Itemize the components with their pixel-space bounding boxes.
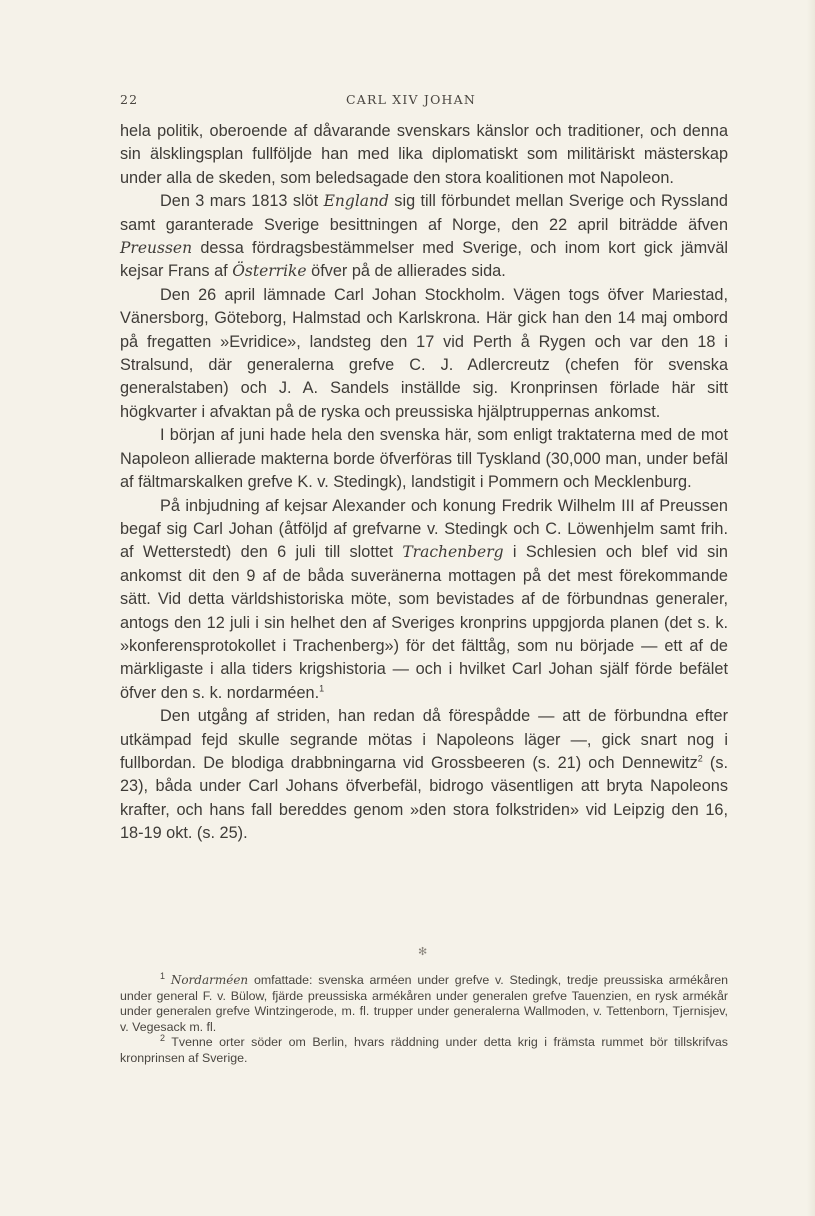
footnote-2-mark: 2 (160, 1033, 166, 1044)
paragraph-2-text-3: dessa fördragsbestämmelser med Sverige, och inom kort gick jämväl kejsar Frans af (120, 239, 728, 281)
paragraph-5-text-1: På inbjudning af kejsar Alexander och konung Fredrik Wilhelm III af Preussen begaf sig Carl Johan (åtföljd af grefvarne v. Stedingk och C. Löwenhjelm samt frih. af Wetterstedt) den 6 juli till slottet (120, 496, 728, 562)
paragraph-2-text-4: öfver på de allierades sida. (306, 262, 506, 281)
paragraph-4: I början af juni hade hela den svenska här, som enligt traktaterna med de mot Napoleon allierade makterna borde öfverföras till Tyskland (30,000 man, under befäl af fältmarskalken grefve K. v. Stedingk), landstigit i Pommern och Mecklenburg. (120, 426, 728, 492)
footnote-1 (120, 970, 728, 1035)
footnote-2-text: Tvenne orter söder om Berlin, hvars räddning under detta krig i främsta rummet bör tillskrifvas kronprinsen af Sverige. (120, 1035, 728, 1065)
paragraph-3: Den 26 april lämnade Carl Johan Stockholm. Vägen togs öfver Mariestad, Vänersborg, Göteborg, Halmstad och Karlskrona. Här gick han den 14 maj ombord på fregatten »Evridice», landsteg den 17 vid Perth å Rygen och var den 18 i Stralsund, där generalerna grefve C. J. Adlercreutz (chefen för svenska generalstaben) och J. A. Sandels inställde sig. Kronprinsen förlade här sitt högkvarter i afvaktan på de ryska och preussiska hjälptruppernas ankomst. (120, 285, 728, 421)
emphasis-preussen: Preussen (120, 239, 193, 258)
footnotes (120, 970, 728, 1067)
paragraph-6-text-1: Den utgång af striden, han redan då förespådde — att de förbundna efter utkämpad fejd skulle segrande mötas i Napoleons läger —, gick snart nog i fullbordan. De blodiga drabbningarna vid Grossbeeren (s. 21) och Dennewitz (120, 707, 728, 772)
footnote-2 (120, 1035, 728, 1066)
footnote-ref-2: 2 (697, 753, 703, 764)
paragraph-6-text-2: (s. 23), båda under Carl Johans öfverbefäl, bidrogo väsentligen att bryta Napoleons krafter, och hans fall bereddes genom »den stora folkstriden» vid Leipzig den 16, 18-19 okt. (s. 25). (120, 753, 729, 843)
paragraph-5-text-2: i Schlesien och blef vid sin ankomst dit den 9 af de båda suveränerna mottagen på det mest förekommande sätt. Vid detta världshistoriska möte, som bevistades af de förbundnas generaler, antogs den 12 juli i sin helhet den af Sveriges kronprins uppgjorda planen (det s. k. »konferensprotokollet i Trachenberg») för det fälttåg, som nu började — ett af de märkligaste i alla tiders krigshistoria — och i hvilket Carl Johan själf förde befälet öfver den s. k. nordarméen. (120, 543, 728, 702)
emphasis-england: England (323, 192, 389, 211)
paragraph-2 (120, 190, 728, 284)
paragraph-1: hela politik, oberoende af dåvarande svenskars känslor och traditioner, och denna sin älsklingsplan fullföljde han med lika diplomatiskt som militäriskt mästerskap under alla de skeden, som beledsagade den stora koalitionen mot Napoleon. (120, 122, 728, 187)
running-header (120, 92, 702, 112)
footnote-ref-1: 1 (319, 683, 325, 694)
paragraph-5 (120, 495, 728, 706)
asterism-divider: ✻ (418, 945, 428, 958)
paragraph-6 (120, 705, 728, 845)
emphasis-trachenberg: Trachenberg (402, 543, 504, 562)
paragraph-2-text-2: sig till förbundet mellan Sverige och Ryssland samt garanterade Sverige besittningen af Norge, den 22 april biträdde äfven (120, 192, 728, 234)
footnote-1-mark: 1 (160, 970, 166, 981)
page-number: 22 (120, 92, 139, 107)
running-title: CARL XIV JOHAN (345, 92, 477, 107)
paragraph-2-text-1: Den 3 mars 1813 slöt (160, 192, 324, 211)
footnote-1-text: omfattade: svenska arméen under grefve v. Stedingk, tredje preussiska armékåren under general F. v. Bülow, fjärde preussiska armékåren under generalen grefve Tauenzien, en rysk armékår under generalen grefve Wintzingerode, m. fl. trupper under generalerna Wallmoden, v. Tettenborn, Tjernisjev, v. Vegesack m. fl. (120, 973, 728, 1034)
page-edge (807, 0, 815, 1216)
body-text (120, 120, 728, 846)
footnote-1-term: Nordarméen (170, 973, 249, 987)
emphasis-osterrike: Österrike (232, 262, 307, 281)
